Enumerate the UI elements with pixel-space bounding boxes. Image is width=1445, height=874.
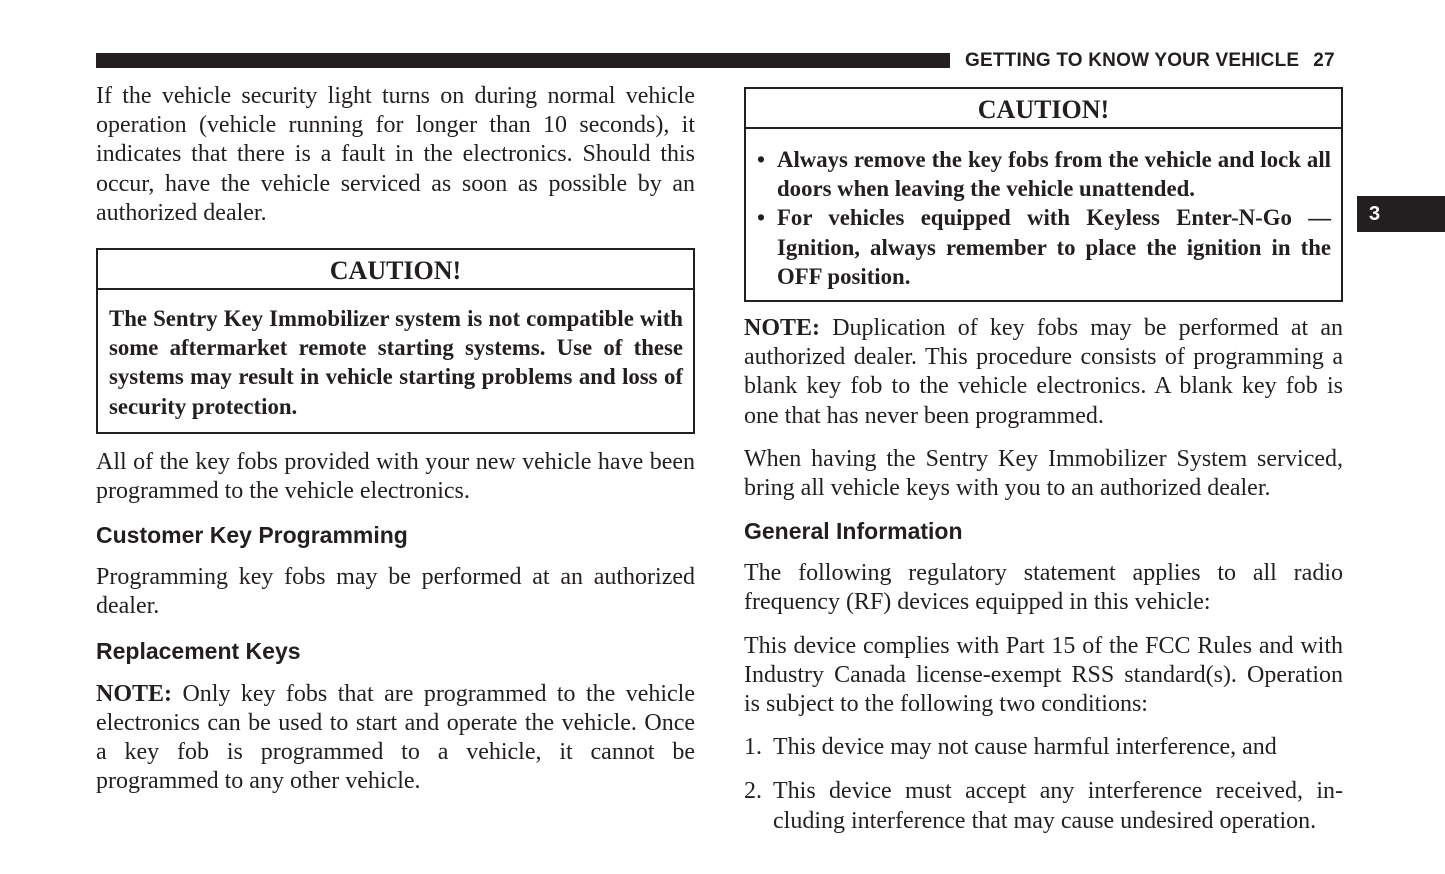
replacement-keys-heading: Replacement Keys bbox=[96, 637, 301, 664]
bullet-icon: • bbox=[757, 205, 765, 231]
condition-item: 2. This device must accept any interference received, including interference that may cause undesired operation. bbox=[744, 778, 1343, 834]
condition-number: 2. bbox=[744, 778, 762, 805]
note-label: NOTE: bbox=[744, 315, 821, 342]
header-rule bbox=[96, 53, 950, 68]
replacement-note bbox=[96, 680, 695, 797]
regulatory-paragraph: The following regulatory statement applies to all radio frequency (RF) devices equipped in this vehicle: bbox=[744, 560, 1343, 616]
bullet-icon: • bbox=[757, 147, 765, 172]
caution-box-key-fobs bbox=[744, 87, 1343, 302]
note-label: NOTE: bbox=[96, 680, 173, 707]
caution-item: • Always remove the key fobs from the vehicle and lock all doors when leaving the vehicle unattended. bbox=[757, 147, 1331, 202]
programmed-paragraph: All of the key fobs provided with your new vehicle have been programmed to the vehicle electronics. bbox=[96, 448, 695, 505]
general-information-heading: General Information bbox=[744, 518, 963, 545]
chapter-tab: 3 bbox=[1357, 196, 1445, 232]
note-text: Only key fobs that are programmed to the vehicle electronics can be used to start and operate the vehicle. Once a key fob is programmed to a vehicle, it cannot be programmed to any other vehicle. bbox=[96, 680, 695, 795]
note-text: Duplication of key fobs may be performed at an authorized dealer. This procedure consists of programming a blank key fob to the vehicle electronics. A blank key fob is one that has never been programmed. bbox=[744, 315, 1343, 429]
caution-text: The Sentry Key Immobilizer system is not compatible with some aftermarket remote starting systems. Use of these systems may result in vehicle starting problems and loss of security protection. bbox=[109, 306, 683, 419]
servicing-paragraph: When having the Sentry Key Immobilizer System serviced, bring all vehicle keys with you to an authorized dealer. bbox=[744, 445, 1343, 502]
right-column bbox=[744, 82, 1343, 836]
customer-key-paragraph: Programming key fobs may be performed at an authorized dealer. bbox=[96, 564, 695, 620]
customer-key-heading: Customer Key Programming bbox=[96, 522, 408, 549]
duplication-note bbox=[744, 314, 1343, 431]
security-light-paragraph: If the vehicle security light turns on during normal vehicle operation (vehicle running for longer than 10 seconds), it indicates that there is a fault in the electronics. Should this occur, have the vehicle serviced as soon as possible by an authorized dealer. bbox=[96, 83, 695, 226]
left-column bbox=[96, 82, 695, 796]
page-number: 27 bbox=[1313, 50, 1335, 71]
caution-title: CAUTION! bbox=[746, 89, 1341, 129]
caution-list bbox=[746, 129, 1341, 300]
caution-item: • For vehicles equipped with Keyless Enter-N-Go — Ignition, always remember to place the ignition in the OFF position. bbox=[757, 205, 1331, 289]
section-title: GETTING TO KNOW YOUR VEHICLE bbox=[965, 50, 1300, 71]
fcc-paragraph: This device complies with Part 15 of the FCC Rules and with Industry Canada license-exempt RSS standard(s). Operation is subject to the following two conditions: bbox=[744, 632, 1343, 718]
condition-number: 1. bbox=[744, 734, 762, 761]
caution-box-immobilizer bbox=[96, 248, 695, 434]
running-header bbox=[965, 50, 1335, 72]
caution-title: CAUTION! bbox=[98, 250, 693, 290]
condition-item: 1. This device may not cause harmful interference, and bbox=[744, 733, 1343, 762]
conditions-list bbox=[744, 733, 1343, 836]
